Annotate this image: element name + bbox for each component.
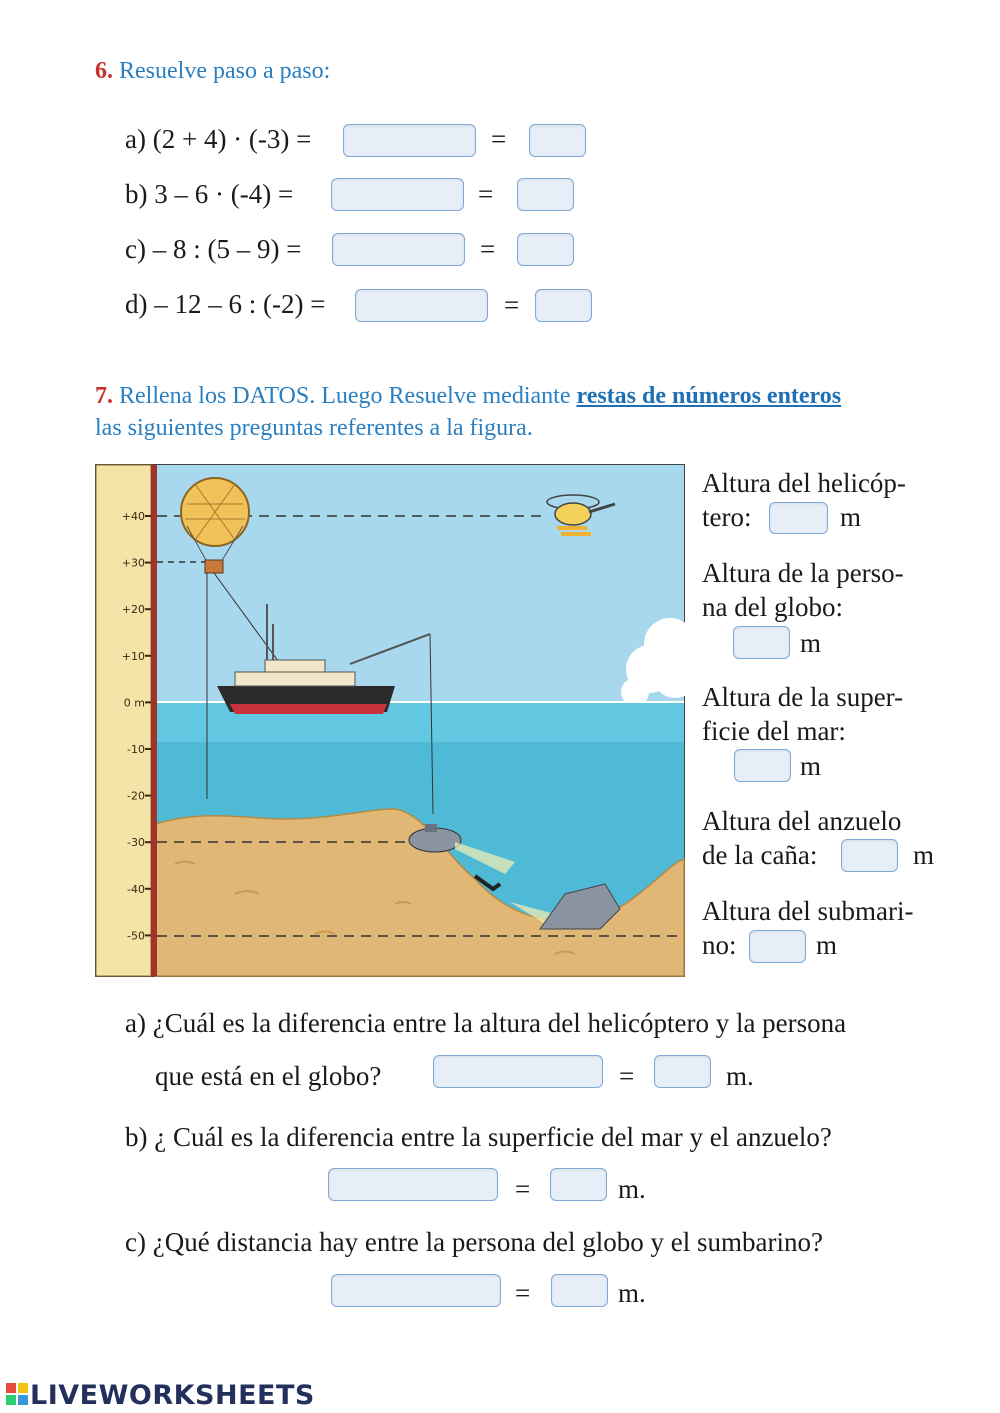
question-6-heading bbox=[95, 58, 330, 85]
q6-item-a-label: a) (2 + 4) · (-3) = bbox=[125, 124, 312, 154]
subquestion-c-equals: = bbox=[515, 1278, 531, 1308]
q6-item-d-equals: = bbox=[504, 290, 520, 320]
submarine-height-input[interactable] bbox=[749, 930, 806, 963]
q6-item-d-result-input[interactable] bbox=[535, 289, 592, 322]
q6-item-a-work-input[interactable] bbox=[343, 124, 476, 157]
q6-item-b-work-input[interactable] bbox=[331, 178, 464, 211]
question-7-heading bbox=[95, 383, 841, 410]
q6-item-d-label: d) – 12 – 6 : (-2) = bbox=[125, 289, 326, 319]
data-helicopter-line1: Altura del helicóp- bbox=[702, 468, 906, 498]
q6-item-b-equals: = bbox=[478, 179, 494, 209]
depth-scale-label: +10 bbox=[121, 649, 145, 663]
data-sea-line1: Altura de la super- bbox=[702, 682, 904, 712]
subquestion-c-result-input[interactable] bbox=[551, 1274, 608, 1307]
depth-scale-label: +20 bbox=[121, 603, 145, 617]
q6-item-c-label: c) – 8 : (5 – 9) = bbox=[125, 234, 302, 264]
subquestion-b-unit: m. bbox=[618, 1174, 646, 1204]
helicopter-unit: m bbox=[840, 502, 862, 532]
depth-scale-label: 0 m bbox=[123, 696, 145, 710]
subquestion-a-work-input[interactable] bbox=[433, 1055, 603, 1088]
data-sea-line2: ficie del mar: bbox=[702, 716, 846, 746]
sea-unit: m bbox=[800, 751, 822, 781]
subquestion-b-line1: b) ¿ Cuál es la diferencia entre la superficie del mar y el anzuelo? bbox=[125, 1122, 832, 1152]
q6-item-c-equals: = bbox=[480, 234, 496, 264]
sea-surface-height-input[interactable] bbox=[734, 749, 791, 782]
balloon-unit: m bbox=[800, 628, 822, 658]
depth-scale-label: -50 bbox=[127, 929, 145, 943]
q6-item-b-result-input[interactable] bbox=[517, 178, 574, 211]
submarine-unit: m bbox=[816, 930, 838, 960]
subquestion-a-unit: m. bbox=[726, 1061, 754, 1091]
question-7-title-line2: las siguientes preguntas referentes a la figura. bbox=[95, 415, 533, 441]
question-7-emphasis: restas de números enteros bbox=[576, 383, 842, 409]
q6-item-d-work-input[interactable] bbox=[355, 289, 488, 322]
data-helicopter-line2: tero: bbox=[702, 502, 752, 532]
q6-item-a-result-input[interactable] bbox=[529, 124, 586, 157]
subquestion-a-line1: a) ¿Cuál es la diferencia entre la altura del helicóptero y la persona bbox=[125, 1008, 847, 1038]
depth-scale-label: +30 bbox=[121, 556, 145, 570]
q6-item-c-work-input[interactable] bbox=[332, 233, 465, 266]
data-balloon-line2: na del globo: bbox=[702, 592, 843, 622]
liveworksheets-logo-text: LIVEWORKSHEETS bbox=[30, 1380, 315, 1411]
depth-illustration bbox=[95, 464, 685, 977]
subquestion-a-result-input[interactable] bbox=[654, 1055, 711, 1088]
depth-scale-label: -10 bbox=[127, 743, 145, 756]
subquestion-a-equals: = bbox=[619, 1061, 635, 1091]
balloon-person-height-input[interactable] bbox=[733, 626, 790, 659]
depth-scale-label: -40 bbox=[127, 882, 145, 896]
hook-unit: m bbox=[913, 840, 935, 870]
data-hook-line1: Altura del anzuelo bbox=[702, 806, 902, 836]
question-6-number: 6. bbox=[95, 58, 113, 84]
depth-scale-label: -30 bbox=[127, 836, 145, 850]
subquestion-c-line1: c) ¿Qué distancia hay entre la persona del globo y el sumbarino? bbox=[125, 1227, 823, 1257]
data-hook-line2: de la caña: bbox=[702, 840, 818, 870]
helicopter-height-input[interactable] bbox=[769, 502, 828, 534]
depth-scale-label: -20 bbox=[127, 789, 145, 803]
subquestion-c-work-input[interactable] bbox=[331, 1274, 501, 1307]
hook-height-input[interactable] bbox=[841, 839, 898, 872]
subquestion-b-work-input[interactable] bbox=[328, 1168, 498, 1201]
subquestion-b-equals: = bbox=[515, 1174, 531, 1204]
data-submarine-line1: Altura del submari- bbox=[702, 896, 914, 926]
question-6-title: Resuelve paso a paso: bbox=[119, 58, 331, 84]
question-7-title: Rellena los DATOS. Luego Resuelve mediante bbox=[119, 383, 577, 409]
subquestion-b-result-input[interactable] bbox=[550, 1168, 607, 1201]
q6-item-c-result-input[interactable] bbox=[517, 233, 574, 266]
question-7-number: 7. bbox=[95, 383, 113, 409]
subquestion-c-unit: m. bbox=[618, 1278, 646, 1308]
data-submarine-line2: no: bbox=[702, 930, 737, 960]
data-balloon-line1: Altura de la perso- bbox=[702, 558, 904, 588]
q6-item-b-label: b) 3 – 6 · (-4) = bbox=[125, 179, 294, 209]
liveworksheets-logo-icon bbox=[6, 1383, 28, 1405]
depth-scale-label: +40 bbox=[121, 510, 145, 523]
subquestion-a-line2: que está en el globo? bbox=[155, 1061, 382, 1091]
q6-item-a-equals: = bbox=[491, 124, 507, 154]
